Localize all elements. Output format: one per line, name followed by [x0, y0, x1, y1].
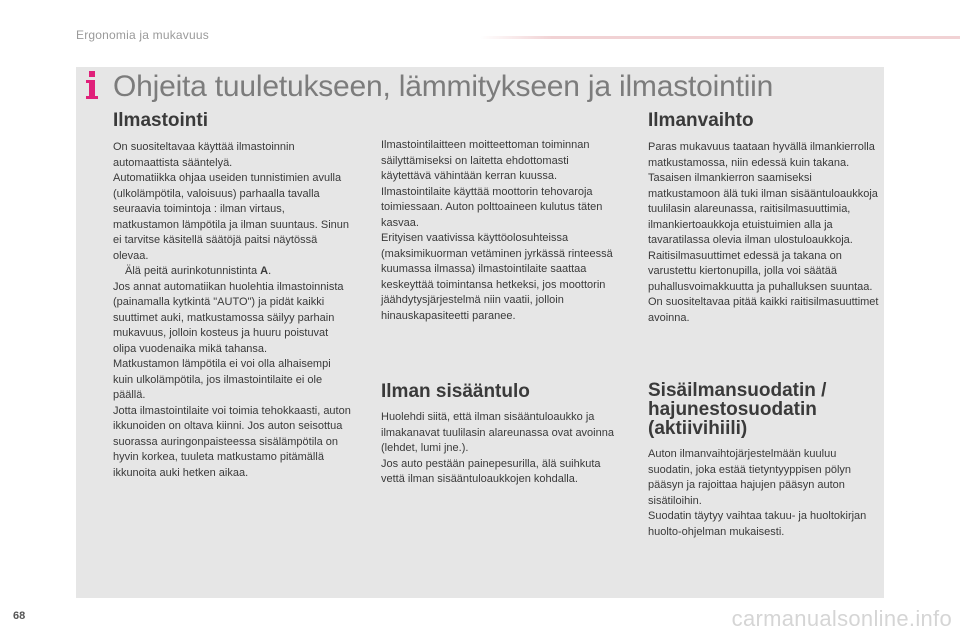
- info-icon: [84, 70, 100, 100]
- sisailmansuodatin-section: [648, 447, 884, 540]
- ilmastointi-cont-section: [381, 138, 621, 324]
- ilmastointi-text-2: Jos annat automatiikan huolehtia ilmastoinnista (painamalla kytkintä "AUTO") ja pidät kaikki suuttimet auki, matkustamossa säilyy parhain mukavuus, jolloin kosteus ja huuru poistuvat olipa vuodenaika mikä tahansa. Matkustamon lämpötila ei voi olla alhaisempi kuin ulkolämpötila, jos ilmastointilaite ei ole päällä. Jotta ilmastointilaite voi toimia tehokkaasti, auton ikkunoiden on oltava kiinni. Jos auton seisottua suorassa auringonpaisteessa sisälämpötila on hyvin korkea, tuuleta matkustamo pitämällä ikkunoita auki hetken aikaa.: [113, 280, 351, 479]
- sisailmansuodatin-text: Auton ilmanvaihtojärjestelmään kuuluu suodatin, joka estää tietyntyyppisen pölyn pääsyn ja rajoittaa hajujen pääsyn auton sisätiloihin. Suodatin täytyy vaihtaa takuu- ja huoltokirjan huolto-ohjelman mukaisesti.: [648, 448, 867, 538]
- ilman-sisaantulo-section: [381, 410, 621, 488]
- ilman-sisaantulo-text: Huolehdi siitä, että ilman sisääntuloaukko ja ilmakanavat tuulilasin alareunassa ovat avoinna (lehdet, lumi jne.). Jos auto pestään painepesurilla, älä suihkuta vettä ilman sisääntuloaukkojen kohdalla.: [381, 411, 614, 485]
- ilmanvaihto-heading: Ilmanvaihto: [648, 110, 754, 131]
- bullet-end: .: [268, 265, 272, 277]
- sisailmansuodatin-heading: Sisäilmansuodatin / hajunestosuodatin (aktiivihiili): [648, 380, 827, 439]
- ilmastointi-section: [113, 110, 353, 481]
- ilmanvaihto-text: Paras mukavuus taataan hyvällä ilmankierrolla matkustamossa, niin edessä kuin takana. Tasaisen ilmankierron saamiseksi matkustamoon älä tuki ilman sisääntuloaukkoja tuulilasin alareunassa, raitisilmasuuttimia, ilmankiertoaukkoja etuistuimien alla ja tavaratilassa olevia ilman ulostuloaukkoja. Raitisilmasuuttimet edessä ja takana on varustettu kiertonupilla, jolla voi säätää puhallusvoimakkuutta ja puhalluksen suuntaa. On suositeltavaa pitää kaikki raitisilmasuuttimet avoinna.: [648, 141, 879, 324]
- ilmastointi-heading: Ilmastointi: [113, 110, 209, 131]
- header-rule: [480, 36, 960, 39]
- ilman-sisaantulo-heading: Ilman sisääntulo: [381, 381, 530, 402]
- section-header: Ergonomia ja mukavuus: [76, 28, 209, 42]
- ilmanvaihto-section: [648, 110, 884, 326]
- bullet-bold-label: A: [260, 265, 269, 277]
- ilmastointi-bullet: [113, 264, 353, 280]
- ilmastointi-cont-text: Ilmastointilaitteen moitteettoman toiminnan säilyttämiseksi on laitetta ehdottomasti käytettävä vähintään kerran kuussa. Ilmastointilaite käyttää moottorin tehovaroja toimiessaan. Auton polttoaineen kulutus täten kasvaa. Erityisen vaativissa käyttöolosuhteissa (maksimikuorman vetäminen jyrkässä rinteessä kuumassa ilmassa) ilmastointilaite saattaa keskeyttää toimintansa hetkeksi, jos moottorin jäähdytysjärjestelmä niin vaatii, jolloin hinauskapasiteetti paranee.: [381, 139, 613, 322]
- page-title: Ohjeita tuuletukseen, lämmitykseen ja ilmastointiin: [113, 70, 774, 103]
- bullet-text: Älä peitä aurinkotunnistinta: [125, 265, 261, 277]
- watermark: carmanualsonline.info: [731, 606, 952, 631]
- sisailmansuodatin-heading-wrap: [648, 381, 884, 438]
- ilmastointi-text-1: On suositeltavaa käyttää ilmastoinnin automaattista sääntelyä. Automatiikka ohjaa useiden tunnistimien avulla (ulkolämpötila, valoisuus) parhaalla tavalla seuraavia toimintoja : ilman virtaus, matkustamon lämpötila ja ilman suuntaus. Sinun ei tarvitse käsitellä säätöjä paitsi näytössä olevaa.: [113, 141, 350, 262]
- ilman-sisaantulo-heading-wrap: [381, 381, 621, 402]
- page-number: 68: [13, 610, 26, 622]
